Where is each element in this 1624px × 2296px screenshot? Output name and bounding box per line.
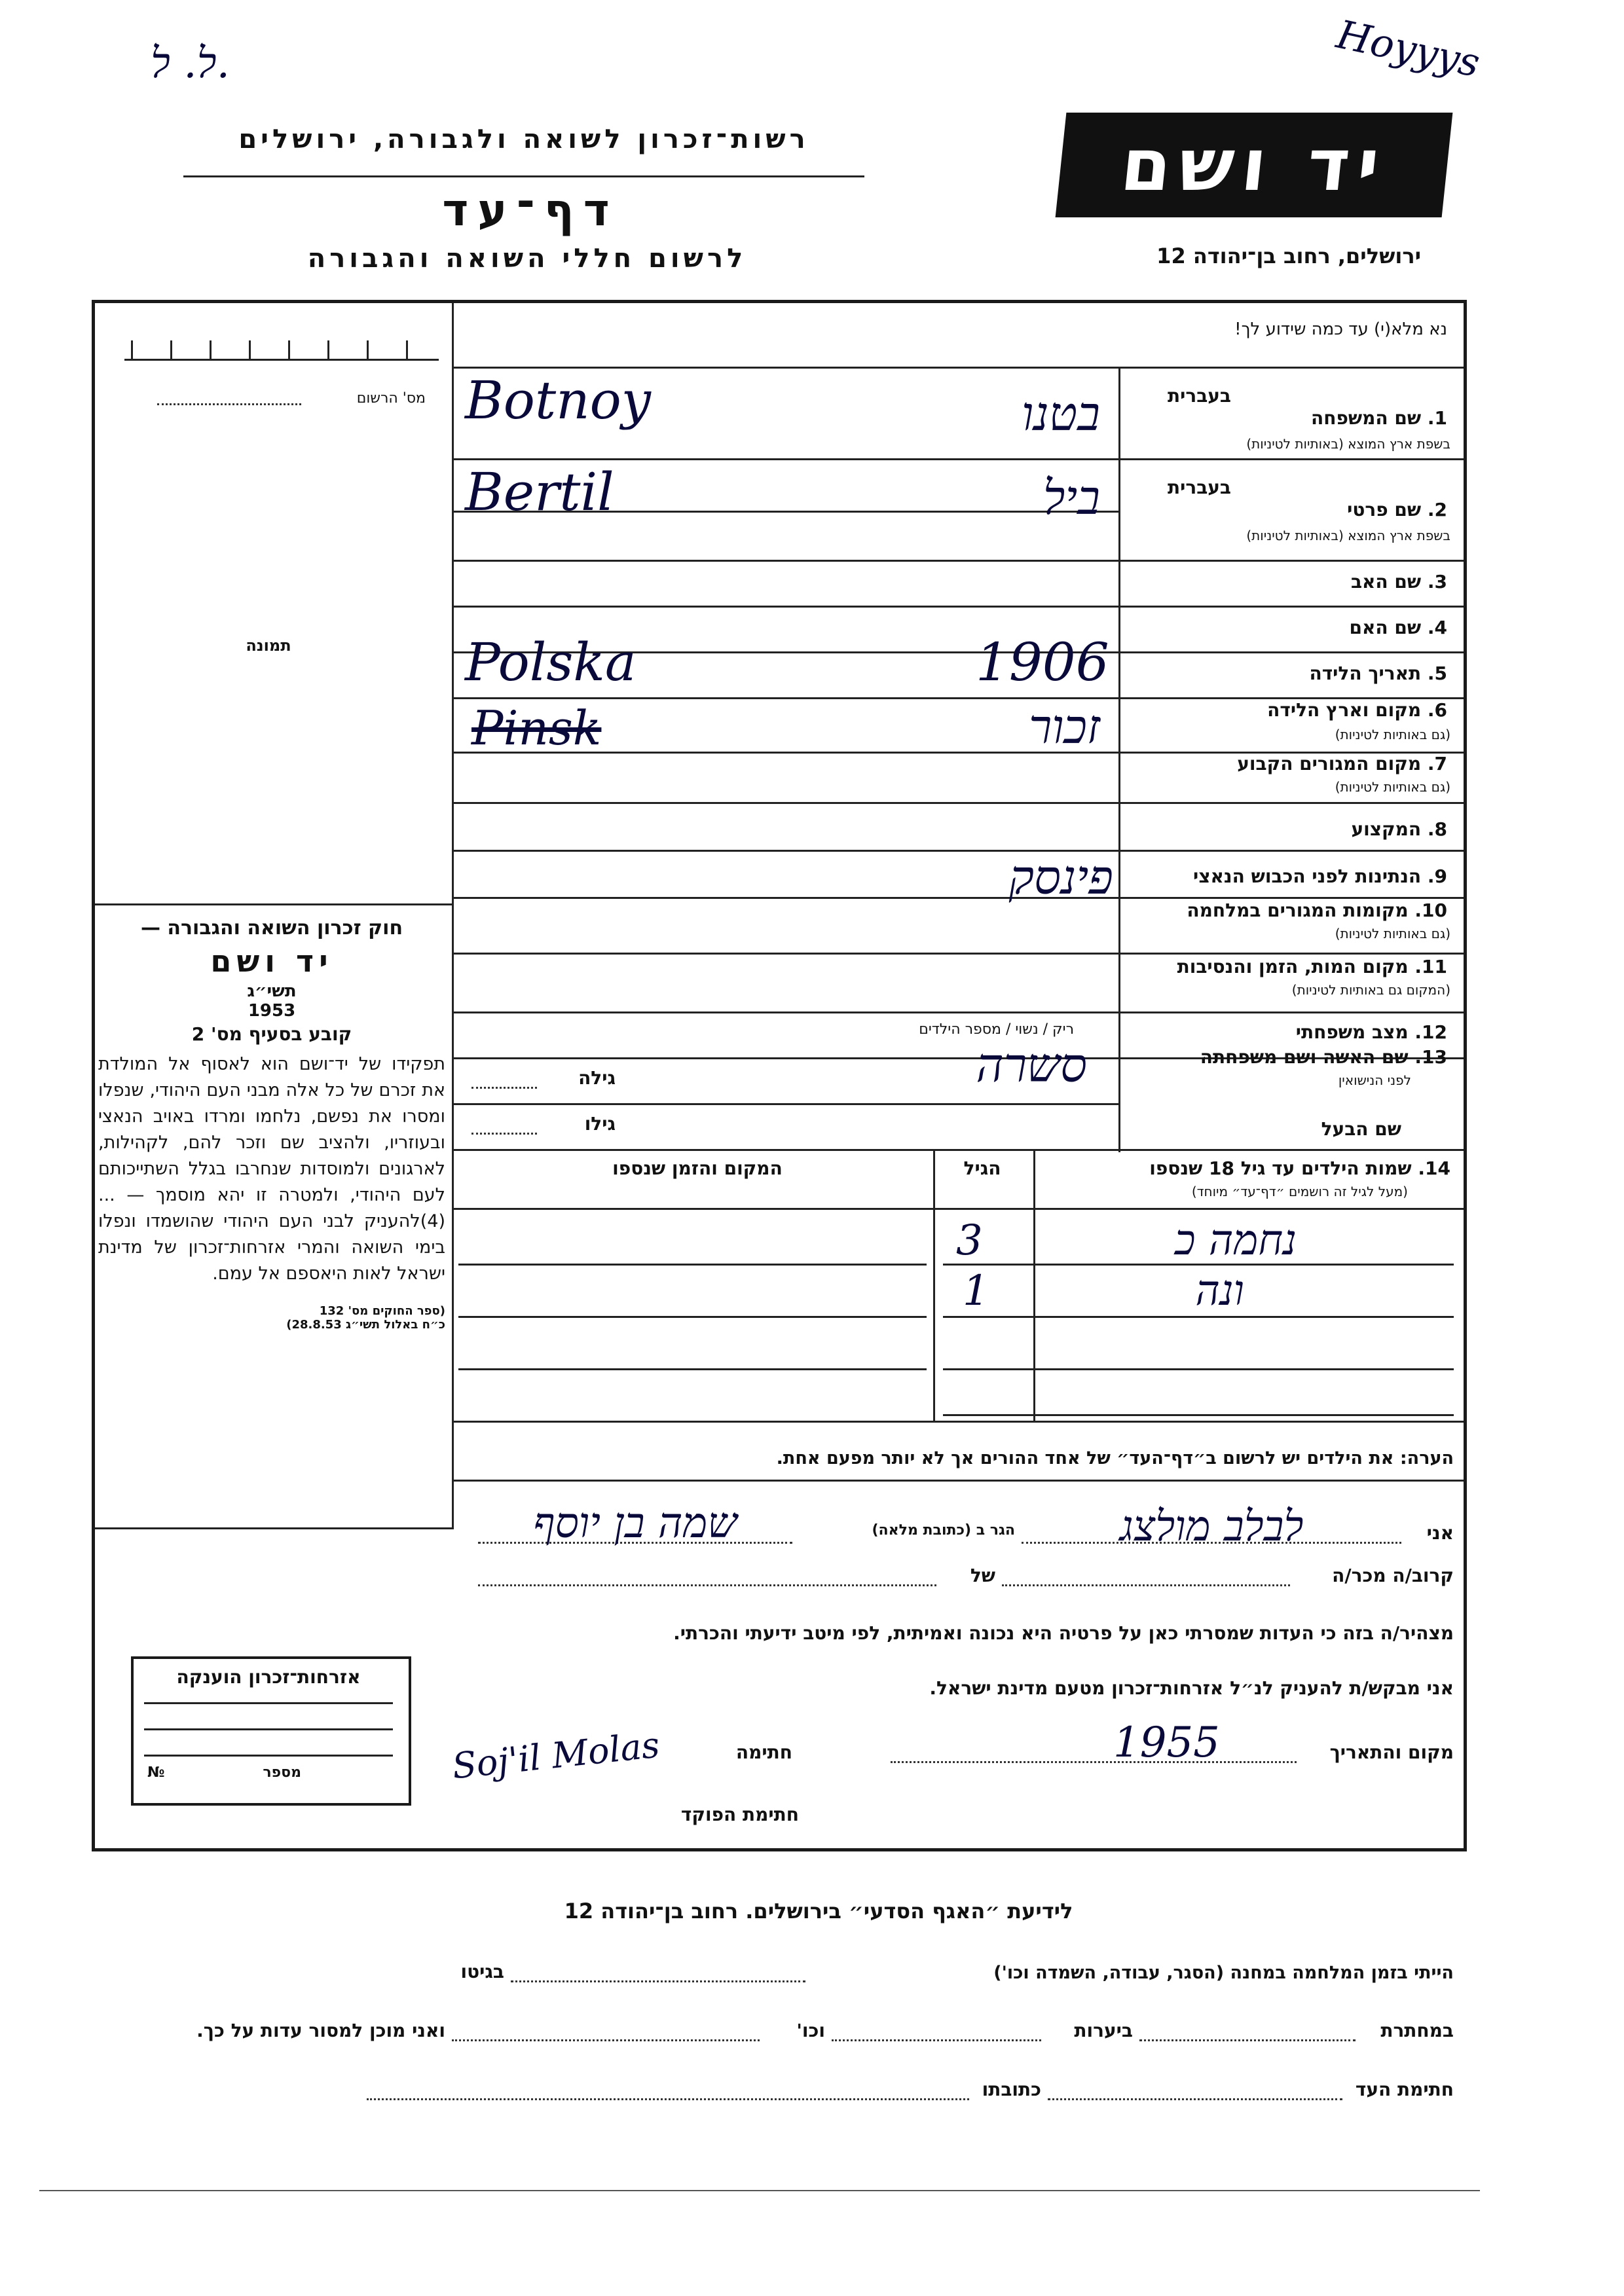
children-label: 14. שמות הילדים עד גיל 18 שנספו — [1149, 1157, 1450, 1179]
field-husband-age-label: גילו — [584, 1113, 616, 1135]
field-9-value: פינסק — [1008, 850, 1113, 905]
child-2-age: 1 — [963, 1267, 989, 1315]
field-11-label: 11. מקום המות, הזמן והנסיבות — [1177, 956, 1447, 977]
field-11-sub: (המקום גם באותיות לטיניות) — [1291, 982, 1450, 998]
lower-etc: וכו' — [796, 2020, 825, 2041]
decl-request: אני מבקש/ת להעניק לנ״ל אזרחות־זכרון מטעם מדינת ישראל. — [929, 1677, 1454, 1699]
citizenship-title: אזרחות־זכרון הוענקה — [176, 1666, 361, 1688]
field-2-heb-tag: בעברית — [1167, 477, 1231, 498]
field-1-heb-tag: בעברית — [1167, 385, 1231, 407]
field-13-age-label: גילה — [578, 1067, 616, 1089]
decl-of-label: של — [970, 1565, 995, 1586]
place-date-label: מקום והתאריך — [1329, 1741, 1454, 1763]
field-2-label: 2. שם פרטי — [1347, 499, 1447, 520]
yad-vashem-logo: יד ושם — [1056, 113, 1453, 217]
field-5-label: 5. תאריך הלידה — [1309, 663, 1447, 684]
law-year-heb: תשי״ג — [247, 981, 297, 1001]
decl-i-label: אני — [1426, 1522, 1454, 1544]
lower-ghetto: בגיטו — [460, 1961, 504, 1982]
field-7-sub: (גם באותיות לטיניות) — [1335, 779, 1450, 795]
place-date-value: 1955 — [1113, 1719, 1220, 1767]
address: ירושלים, רחוב בן־יהודה 12 — [1156, 244, 1421, 268]
field-12-options: ריק / נשוי / מספר הילדים — [919, 1021, 1074, 1038]
field-6-label: 6. מקום וארץ הלידה — [1267, 699, 1447, 721]
field-3-label: 3. שם האב — [1350, 571, 1447, 592]
field-7-label: 7. מקום המגורים הקבוע — [1237, 753, 1447, 774]
lower-underground: במחתרת — [1380, 2020, 1454, 2041]
lower-willing: ואני מוכן למסור עדות על כך. — [196, 2020, 445, 2041]
field-6-hebrew-value: זכור — [1028, 699, 1100, 754]
law-title-yadvashem: יד ושם — [210, 943, 333, 979]
law-text: תפקידו של יד־ושם הוא לאסוף אל המולדת את זכרם של כל אלה מבני העם היהודי, שנפלו ומסרו את נפשם, נלחמו ומרדו באויב הנאצי ובעוזריו, ולהציב שם וזכר להם, לקהילות, לארגונים ולמוסדות שנחרבו בגלל השתייכותם לעם היהודי, ולמטרה זו יהא מוסמך — ...(4)להעניק לבני העם היהודי שהושמדו ונפלו בימי השואה והמרי אזרחות־זכרון של מדינת ישראל לאות היאספם אל עמם. — [98, 1054, 445, 1284]
law-clause: קובע בסעיף מס' 2 — [191, 1023, 352, 1045]
children-sub: (מעל לגיל זה רושמים ״דף־עד״ מיוחד) — [1191, 1184, 1408, 1199]
lower-address: כתובתו — [982, 2079, 1041, 2100]
org-name: רשות־זכרון לשואה ולגבורה, ירושלים — [238, 124, 809, 155]
field-2-latin-value: Bertil — [465, 462, 614, 522]
field-13-value: סשרה — [976, 1038, 1087, 1093]
decl-statement: מצהיר/ה בזה כי העדות שמסרתי כאן על פרטיה היא נכונה ואמיתית, לפי מיטב ידיעתי והכרתי. — [673, 1622, 1454, 1644]
field-2-hebrew-value: ביל — [1043, 470, 1100, 525]
decl-address-value: שמה בן יוסף — [533, 1499, 737, 1548]
child-1-age: 3 — [956, 1216, 983, 1265]
field-10-label: 10. מקומות המגורים במלחמה — [1187, 900, 1447, 921]
corner-note: ל. ל. — [151, 39, 230, 88]
clerk-signature-label: חתימת הפוקד — [680, 1804, 799, 1825]
law-source-date: כ״ח באלול תשי״ג 28.8.53) — [286, 1318, 445, 1332]
lower-witness-signature: חתימת העד — [1355, 2079, 1454, 2100]
decl-resident-label: הגר ב (כתובת מלאה) — [872, 1522, 1015, 1539]
page-title: דף־עד — [442, 185, 619, 236]
field-2-sub: בשפת ארץ המוצא (באותיות לטיניות) — [1246, 528, 1450, 543]
corner-signature: Hoyyys — [1333, 11, 1484, 87]
field-12-label: 12. מצב משפחתי — [1295, 1021, 1447, 1043]
field-13-sub: לפני הנישואין — [1338, 1072, 1411, 1088]
law-box — [98, 917, 445, 1332]
field-husband-label: שם הבעל — [1321, 1118, 1401, 1140]
law-source: (ספר החוקים מס' 132 — [319, 1304, 445, 1318]
subtitle: לרשום חללי השואה והגבורה — [307, 244, 747, 274]
child-1-name: נחמה כ — [1175, 1216, 1297, 1265]
child-2-name: ונה — [1195, 1267, 1244, 1315]
citizenship-no-label: № — [147, 1764, 165, 1781]
field-8-label: 8. המקצוע — [1351, 818, 1447, 840]
reg-number-label: מס' הרשום — [356, 390, 426, 407]
decl-relative-label: קרוב/ה מכר/ה — [1332, 1565, 1454, 1586]
citizenship-number-label: מספר — [263, 1764, 301, 1781]
children-age-header: הגיל — [963, 1157, 1001, 1179]
field-1-label: 1. שם המשפחה — [1311, 407, 1447, 429]
children-place-header: המקום והזמן שנספו — [612, 1157, 783, 1179]
lower-forests: ביערות — [1074, 2020, 1133, 2041]
field-9-label: 9. הנתינות לפני הכבוש הנאצי — [1193, 866, 1447, 887]
field-13-label: 13. שם האשה ושם משפחתה — [1200, 1046, 1447, 1068]
note: הערה: את הילדים יש לרשום ב״דף־העד״ של אחד ההורים אך לא יותר מפעם אחת. — [776, 1448, 1454, 1468]
field-6-latin-value: Pinsk — [471, 701, 602, 756]
field-5-latin-value: Polska — [465, 632, 637, 693]
field-4-label: 4. שם האם — [1349, 617, 1447, 638]
witness-signature: Soj'il Molas — [450, 1724, 662, 1787]
field-6-sub: (גם באותיות לטיניות) — [1335, 727, 1450, 742]
instruction: נא מלא(י) עד כמה שידוע לך! — [1234, 319, 1447, 339]
photo-label: תמונה — [246, 636, 291, 655]
lower-line1: הייתי בזמן המלחמה במחנה (הסגר, עבודה, השמדה וכו') — [993, 1963, 1454, 1983]
field-5-value: 1906 — [976, 632, 1109, 693]
law-title: חוק זכרון השואה והגבורה — — [140, 917, 403, 939]
field-1-hebrew-value: בטנו — [1021, 386, 1100, 441]
signature-label: חתימה — [735, 1741, 792, 1763]
field-10-sub: (גם באותיות לטיניות) — [1335, 926, 1450, 941]
field-1-latin-value: Botnoy — [465, 370, 651, 431]
field-1-sub: בשפת ארץ המוצא (באותיות לטיניות) — [1246, 436, 1450, 452]
lower-title: לידיעת ״האגף הסדעי״ בירושלים. רחוב בן־יהודה 12 — [564, 1899, 1073, 1923]
law-year: 1953 — [248, 1001, 296, 1021]
decl-name-value: לבלב מולצג — [1119, 1503, 1304, 1551]
